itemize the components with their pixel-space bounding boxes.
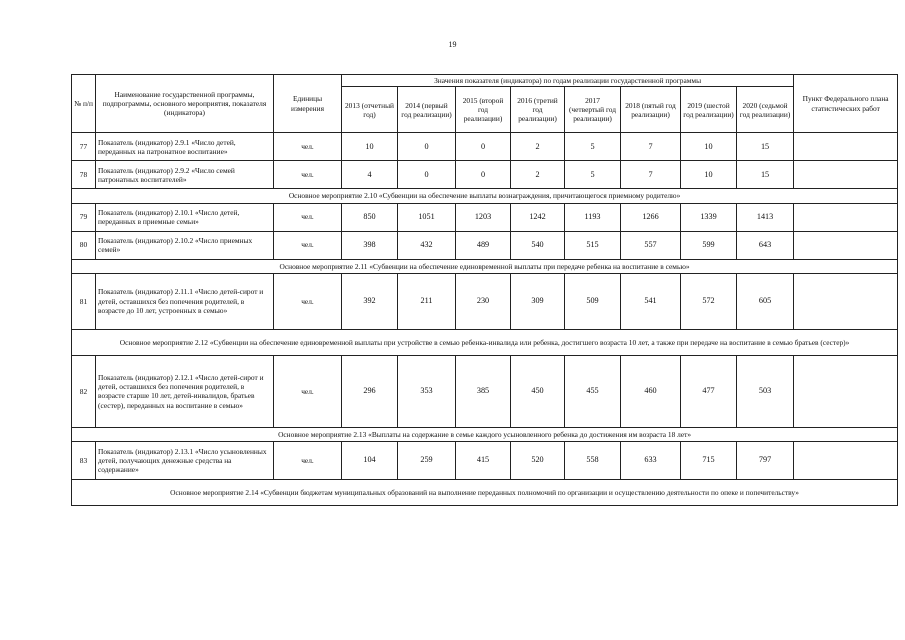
value-cell: 5 (565, 133, 621, 161)
header-year: 2017 (четвертый год реализации) (565, 87, 621, 133)
plan-cell (794, 355, 898, 427)
unit-cell: чел. (274, 161, 342, 189)
table-row (72, 161, 898, 189)
header-unit: Единицы измерения (274, 75, 342, 133)
value-cell: 7 (621, 161, 681, 189)
value-cell: 0 (456, 133, 511, 161)
value-cell: 10 (342, 133, 398, 161)
plan-cell (794, 203, 898, 231)
value-cell: 520 (511, 442, 565, 480)
header-year: 2016 (третий год реализации) (511, 87, 565, 133)
value-cell: 309 (511, 273, 565, 329)
header-values-group: Значения показателя (индикатора) по годам реализации государственной программы (342, 75, 794, 87)
plan-cell (794, 133, 898, 161)
value-cell: 259 (398, 442, 456, 480)
indicator-name: Показатель (индикатор) 2.9.2 «Число семей патронатных воспитателей» (96, 161, 274, 189)
value-cell: 1203 (456, 203, 511, 231)
indicator-name: Показатель (индикатор) 2.11.1 «Число детей-сирот и детей, оставшихся без попечения родителей, в возрасте до 10 лет, устроенных в семью» (96, 273, 274, 329)
value-cell: 392 (342, 273, 398, 329)
unit-cell: чел. (274, 355, 342, 427)
section-row (72, 329, 898, 355)
header-year: 2019 (шестой год реализации) (681, 87, 737, 133)
row-number: 78 (72, 161, 96, 189)
unit-cell: чел. (274, 133, 342, 161)
unit-cell: чел. (274, 203, 342, 231)
row-number: 83 (72, 442, 96, 480)
value-cell: 715 (681, 442, 737, 480)
row-number: 77 (72, 133, 96, 161)
value-cell: 557 (621, 231, 681, 259)
row-number: 79 (72, 203, 96, 231)
value-cell: 2 (511, 133, 565, 161)
plan-cell (794, 231, 898, 259)
plan-cell (794, 442, 898, 480)
row-number: 81 (72, 273, 96, 329)
value-cell: 633 (621, 442, 681, 480)
section-title: Основное мероприятие 2.10 «Субвенции на обеспечение выплаты вознаграждения, причитающегося приемному родителю» (72, 189, 898, 203)
value-cell: 296 (342, 355, 398, 427)
value-cell: 10 (681, 161, 737, 189)
value-cell: 415 (456, 442, 511, 480)
section-title: Основное мероприятие 2.13 «Выплаты на содержание в семье каждого усыновленного ребенка до достижения им возраста 18 лет» (72, 427, 898, 441)
section-row (72, 259, 898, 273)
header-year: 2018 (пятый год реализации) (621, 87, 681, 133)
value-cell: 509 (565, 273, 621, 329)
table-row (72, 133, 898, 161)
unit-cell: чел. (274, 273, 342, 329)
header-plan: Пункт Федерального плана статистических работ (794, 75, 898, 133)
header-year: 2015 (второй год реализации) (456, 87, 511, 133)
section-title: Основное мероприятие 2.14 «Субвенции бюджетам муниципальных образований на выполнение переданных полномочий по организации и осуществлению деятельности по опеке и попечительству» (72, 480, 898, 506)
section-row (72, 480, 898, 506)
value-cell: 230 (456, 273, 511, 329)
value-cell: 432 (398, 231, 456, 259)
value-cell: 2 (511, 161, 565, 189)
value-cell: 797 (737, 442, 794, 480)
page-number: 19 (448, 40, 457, 49)
value-cell: 605 (737, 273, 794, 329)
value-cell: 353 (398, 355, 456, 427)
table-row (72, 203, 898, 231)
value-cell: 0 (456, 161, 511, 189)
value-cell: 10 (681, 133, 737, 161)
value-cell: 1339 (681, 203, 737, 231)
section-row (72, 189, 898, 203)
value-cell: 7 (621, 133, 681, 161)
value-cell: 385 (456, 355, 511, 427)
section-row (72, 427, 898, 441)
value-cell: 477 (681, 355, 737, 427)
value-cell: 15 (737, 133, 794, 161)
value-cell: 503 (737, 355, 794, 427)
indicator-name: Показатель (индикатор) 2.12.1 «Число детей-сирот и детей, оставшихся без попечения родителей, в возрасте старше 10 лет, детей-инвалидов, братьев (сестер), переданных на воспитание в семью» (96, 355, 274, 427)
value-cell: 1193 (565, 203, 621, 231)
value-cell: 1051 (398, 203, 456, 231)
value-cell: 211 (398, 273, 456, 329)
value-cell: 450 (511, 355, 565, 427)
indicator-name: Показатель (индикатор) 2.10.2 «Число приемных семей» (96, 231, 274, 259)
value-cell: 850 (342, 203, 398, 231)
indicator-name: Показатель (индикатор) 2.13.1 «Число усыновленных детей, получающих денежные средства на содержание» (96, 442, 274, 480)
indicators-table (71, 74, 898, 506)
value-cell: 455 (565, 355, 621, 427)
value-cell: 541 (621, 273, 681, 329)
header-year: 2020 (седьмой год реализации) (737, 87, 794, 133)
plan-cell (794, 161, 898, 189)
unit-cell: чел. (274, 231, 342, 259)
value-cell: 15 (737, 161, 794, 189)
header-year: 2013 (отчетный год) (342, 87, 398, 133)
row-number: 82 (72, 355, 96, 427)
plan-cell (794, 273, 898, 329)
value-cell: 1266 (621, 203, 681, 231)
section-title: Основное мероприятие 2.12 «Субвенции на обеспечение единовременной выплаты при устройстве в семью ребенка-инвалида или ребенка, достигшего возраста 10 лет, а также при передаче на воспитание в семью братьев (сестер)» (72, 329, 898, 355)
table-row (72, 442, 898, 480)
value-cell: 0 (398, 133, 456, 161)
value-cell: 5 (565, 161, 621, 189)
value-cell: 558 (565, 442, 621, 480)
value-cell: 599 (681, 231, 737, 259)
table-row (72, 355, 898, 427)
value-cell: 1413 (737, 203, 794, 231)
value-cell: 104 (342, 442, 398, 480)
row-number: 80 (72, 231, 96, 259)
value-cell: 572 (681, 273, 737, 329)
value-cell: 643 (737, 231, 794, 259)
indicator-name: Показатель (индикатор) 2.9.1 «Число детей, переданных на патронатное воспитание» (96, 133, 274, 161)
table-row (72, 273, 898, 329)
value-cell: 4 (342, 161, 398, 189)
table-row (72, 231, 898, 259)
value-cell: 489 (456, 231, 511, 259)
indicator-name: Показатель (индикатор) 2.10.1 «Число детей, переданных в приемные семьи» (96, 203, 274, 231)
value-cell: 1242 (511, 203, 565, 231)
value-cell: 398 (342, 231, 398, 259)
section-title: Основное мероприятие 2.11 «Субвенции на обеспечение единовременной выплаты при передаче ребенка на воспитание в семью» (72, 259, 898, 273)
value-cell: 0 (398, 161, 456, 189)
unit-cell: чел. (274, 442, 342, 480)
value-cell: 540 (511, 231, 565, 259)
value-cell: 515 (565, 231, 621, 259)
header-name: Наименование государственной программы, подпрограммы, основного мероприятия, показателя (индикатора) (96, 75, 274, 133)
header-no: № п/п (72, 75, 96, 133)
header-year: 2014 (первый год реализации) (398, 87, 456, 133)
value-cell: 460 (621, 355, 681, 427)
